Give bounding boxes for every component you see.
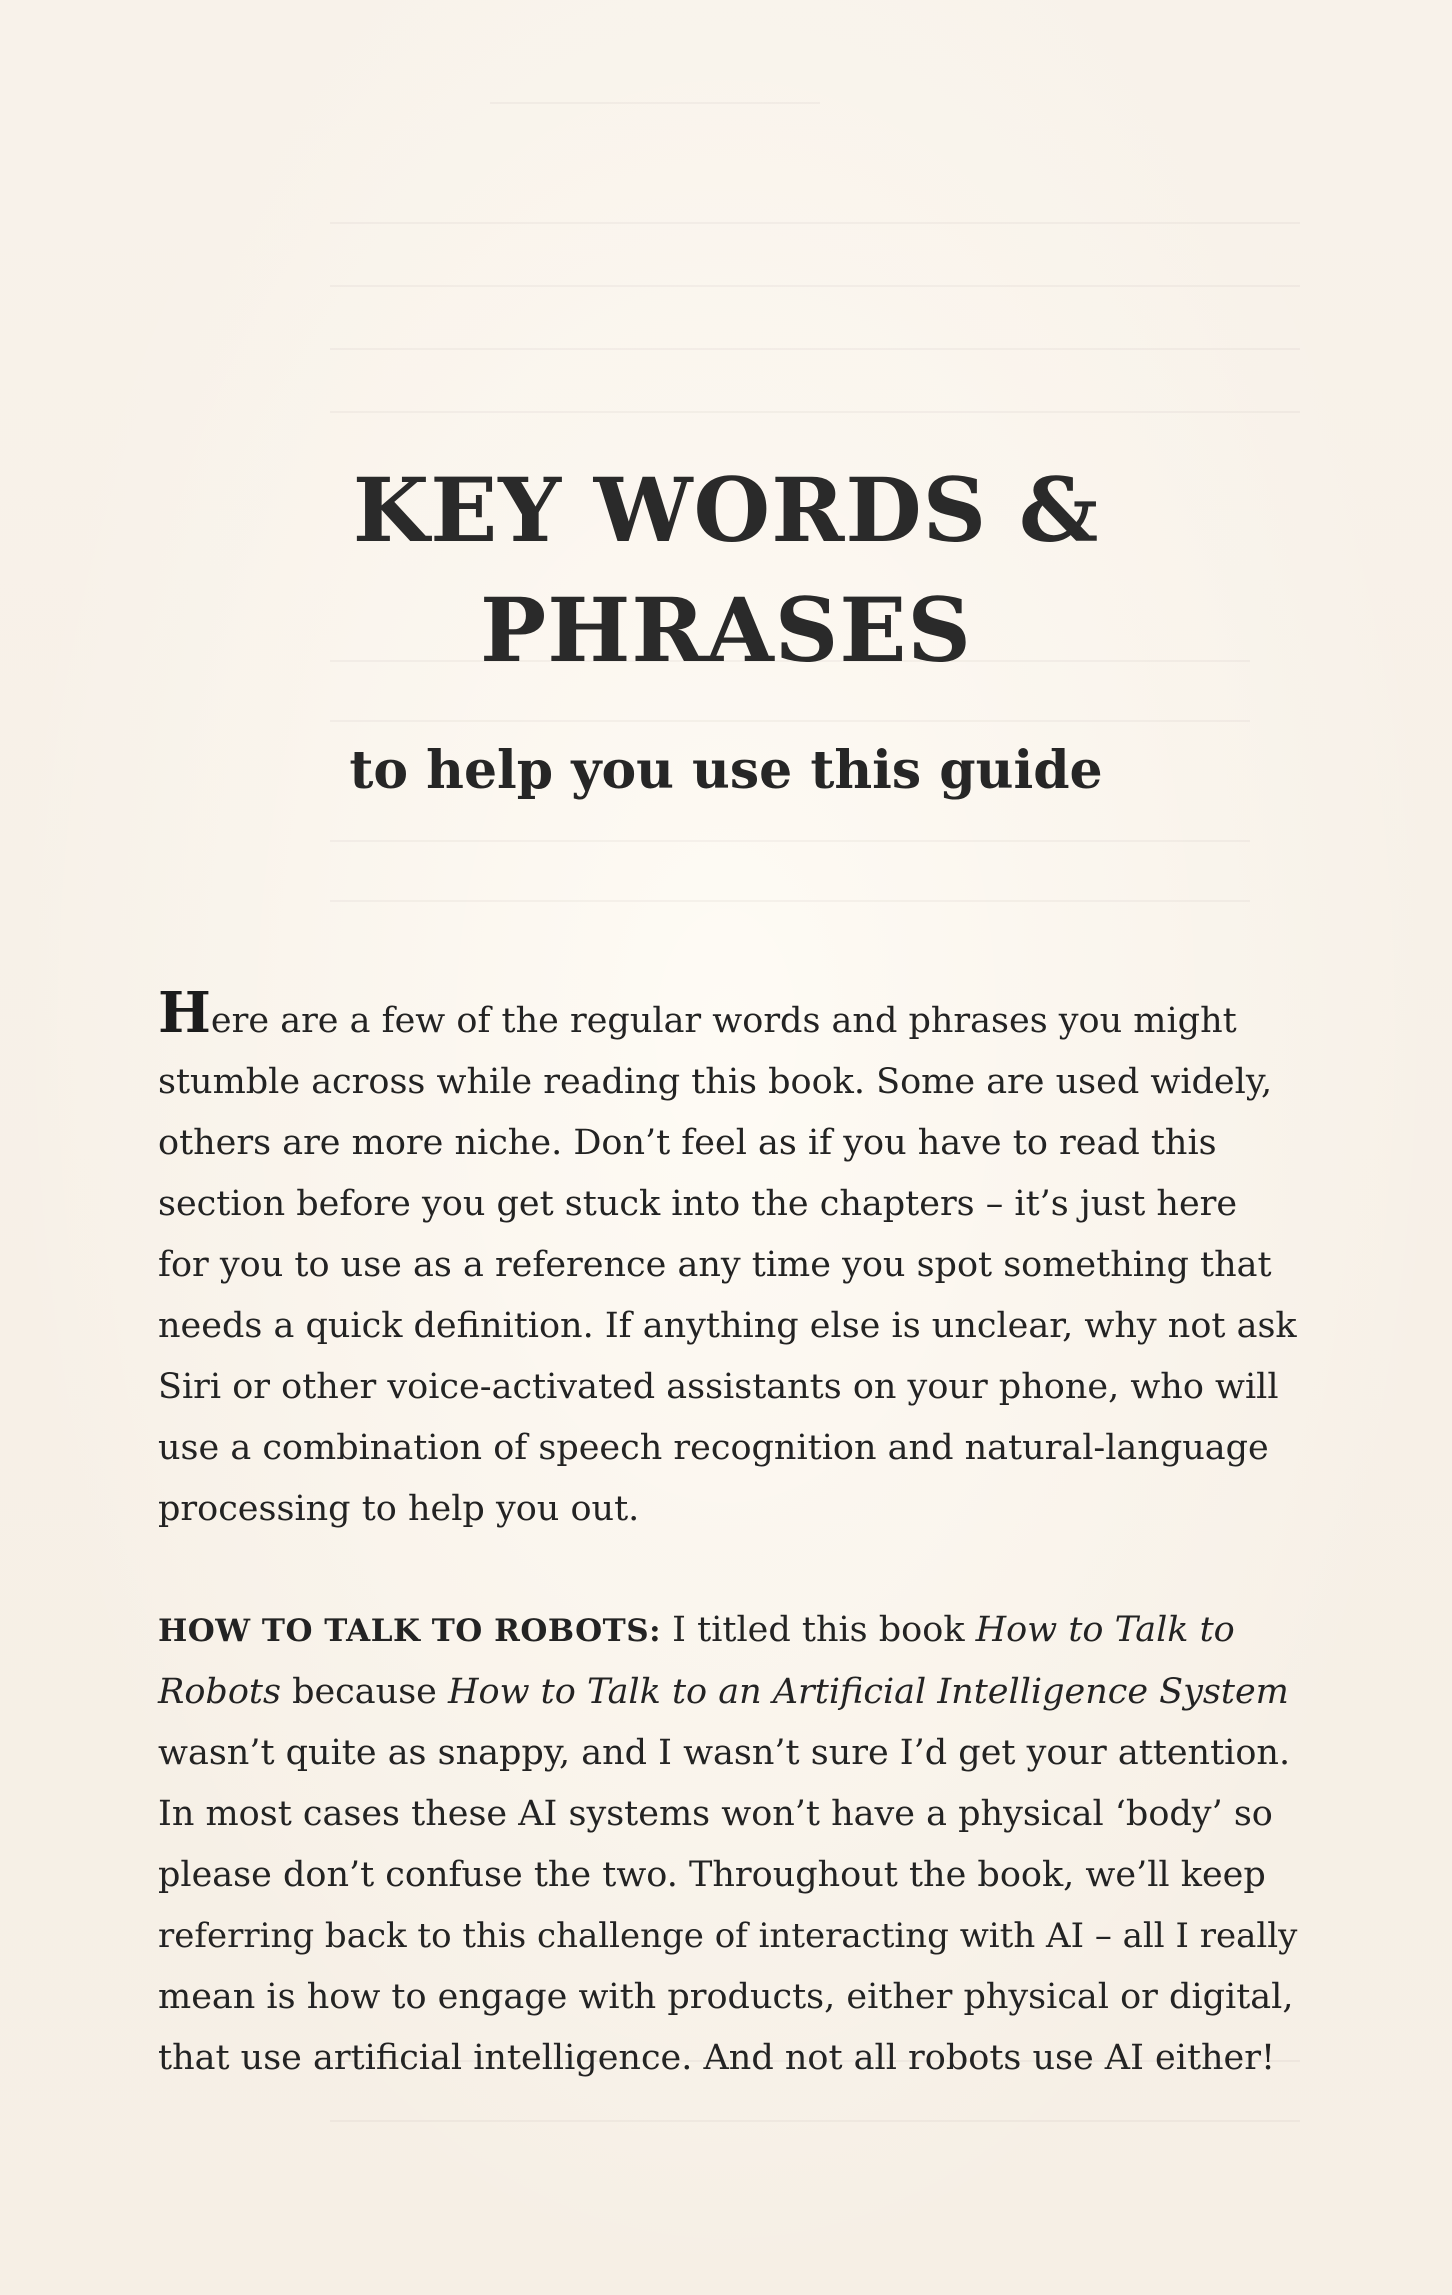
show-through-line: [330, 900, 1250, 902]
entry-line: that use artificial intelligence. And not all robots use AI either!: [158, 2038, 1276, 2078]
show-through-line: [330, 2120, 1300, 2122]
intro-line: others are more niche. Don’t feel as if you have to read this: [158, 1123, 1217, 1163]
entry-line: referring back to this challenge of interacting with AI – all I really: [158, 1916, 1298, 1956]
drop-cap: H: [158, 980, 211, 1046]
show-through-line: [330, 720, 1250, 722]
show-through-line: [330, 348, 1300, 350]
entry-line: HOW TO TALK TO ROBOTS: I titled this book How to Talk to: [158, 1610, 1235, 1650]
show-through-line: [330, 840, 1250, 842]
section-heading: [0, 450, 1452, 690]
show-through-line: [330, 285, 1300, 287]
intro-line: Siri or other voice-activated assistants on your phone, who will: [158, 1367, 1279, 1407]
entry-line: Robots because How to Talk to an Artificial Intelligence System: [158, 1672, 1289, 1712]
intro-line: stumble across while reading this book. Some are used widely,: [158, 1062, 1273, 1102]
show-through-line: [490, 102, 820, 104]
show-through-line: [330, 222, 1300, 224]
entry-line: please don’t confuse the two. Throughout the book, we’ll keep: [158, 1855, 1266, 1895]
show-through-line: [330, 411, 1300, 413]
entry-term: HOW TO TALK TO ROBOTS:: [158, 1613, 662, 1649]
intro-line: needs a quick definition. If anything else is unclear, why not ask: [158, 1306, 1297, 1346]
entry-line: In most cases these AI systems won’t have a physical ‘body’ so: [158, 1794, 1273, 1834]
intro-line: for you to use as a reference any time you spot something that: [158, 1245, 1272, 1285]
entry-line: mean is how to engage with products, either physical or digital,: [158, 1977, 1294, 2017]
book-title: Robots: [158, 1672, 281, 1712]
glossary-entry: [158, 1600, 1298, 2089]
book-title: How to Talk to: [975, 1610, 1235, 1650]
intro-line: section before you get stuck into the chapters – it’s just here: [158, 1184, 1238, 1224]
section-subheading: to help you use this guide: [349, 740, 1103, 801]
entry-line: wasn’t quite as snappy, and I wasn’t sure I’d get your attention.: [158, 1733, 1291, 1773]
intro-line: Here are a few of the regular words and phrases you might: [158, 980, 1237, 1046]
intro-line: use a combination of speech recognition and natural-language: [158, 1428, 1269, 1468]
heading-line-1: KEY WORDS &: [352, 458, 1100, 562]
intro-line: processing to help you out.: [158, 1489, 640, 1529]
alternate-title: How to Talk to an Artificial Intelligence System: [448, 1672, 1289, 1712]
heading-line-2: PHRASES: [480, 578, 972, 682]
intro-paragraph: [158, 980, 1298, 1540]
